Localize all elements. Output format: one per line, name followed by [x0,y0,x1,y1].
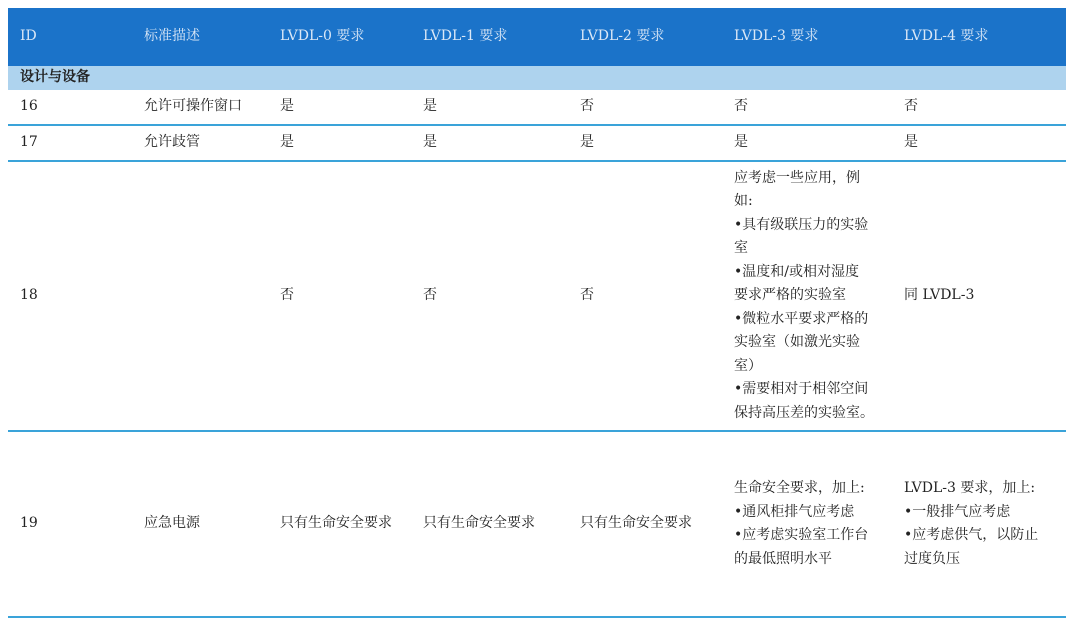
header-lvdl0: LVDL-0 要求 [280,28,365,45]
text-line: 保持高压差的实验室。 [734,404,874,421]
row-id: 16 [20,98,38,115]
text-line: 应考虑一些应用，例 [734,169,860,186]
header-lvdl1: LVDL-1 要求 [423,28,508,45]
text-line: LVDL-3 要求，加上: [904,480,1036,496]
cell-lvdl0: 是 [280,98,294,115]
table-header [8,8,1066,66]
text-line: 的最低照明水平 [734,550,832,567]
cell-lvdl3: 是 [734,134,748,151]
cell-lvdl0: 只有生命安全要求 [280,515,392,532]
cell-lvdl3 [734,477,894,571]
text-line: •一般排气应考虑 [904,503,1011,520]
row-id: 18 [20,287,38,304]
cell-lvdl2: 否 [580,98,594,115]
text-line: •通风柜排气应考虑 [734,503,855,520]
header-lvdl4: LVDL-4 要求 [904,28,989,45]
row-desc: 允许可操作窗口 [144,98,242,115]
table-row [8,432,1066,618]
cell-lvdl0: 否 [280,287,294,304]
cell-lvdl1: 是 [423,98,437,115]
text-line: •需要相对于相邻空间 [734,381,869,398]
cell-lvdl2: 否 [580,287,594,304]
text-line: 室 [734,240,748,257]
text-line: •应考虑实验室工作台 [734,527,869,543]
text-line: •温度和/或相对湿度 [734,263,859,280]
cell-lvdl4: 是 [904,134,918,151]
header-desc: 标准描述 [144,28,200,45]
section-title: 设计与设备 [20,69,90,86]
header-lvdl2: LVDL-2 要求 [580,28,665,45]
cell-lvdl2: 只有生命安全要求 [580,515,692,532]
cell-lvdl4: 否 [904,98,918,115]
row-desc: 应急电源 [144,515,200,532]
text-line: 过度负压 [904,550,960,567]
text-line: 生命安全要求，加上: [734,480,865,496]
cell-lvdl3 [734,167,894,426]
row-id: 17 [20,134,38,151]
table-row [8,90,1066,126]
text-line: 室） [734,357,762,374]
cell-lvdl3: 否 [734,98,748,115]
text-line: 实验室（如激光实验 [734,334,860,351]
header-id: ID [20,28,37,45]
table-row [8,126,1066,162]
text-line: •微粒水平要求严格的 [734,310,869,327]
cell-lvdl4: 同 LVDL-3 [904,287,975,304]
requirements-table [8,8,1066,618]
text-line: •应考虑供气，以防止 [904,527,1039,543]
cell-lvdl1: 是 [423,134,437,151]
cell-lvdl1: 否 [423,287,437,304]
row-desc: 允许歧管 [144,134,200,151]
text-line: 要求严格的实验室 [734,287,846,304]
cell-lvdl1: 只有生命安全要求 [423,515,535,532]
row-id: 19 [20,515,38,532]
text-line: 如: [734,193,753,210]
cell-lvdl0: 是 [280,134,294,151]
header-lvdl3: LVDL-3 要求 [734,28,819,45]
table-row [8,162,1066,432]
section-row [8,66,1066,90]
cell-lvdl4 [904,477,1064,571]
text-line: •具有级联压力的实验 [734,216,869,233]
cell-lvdl2: 是 [580,134,594,151]
